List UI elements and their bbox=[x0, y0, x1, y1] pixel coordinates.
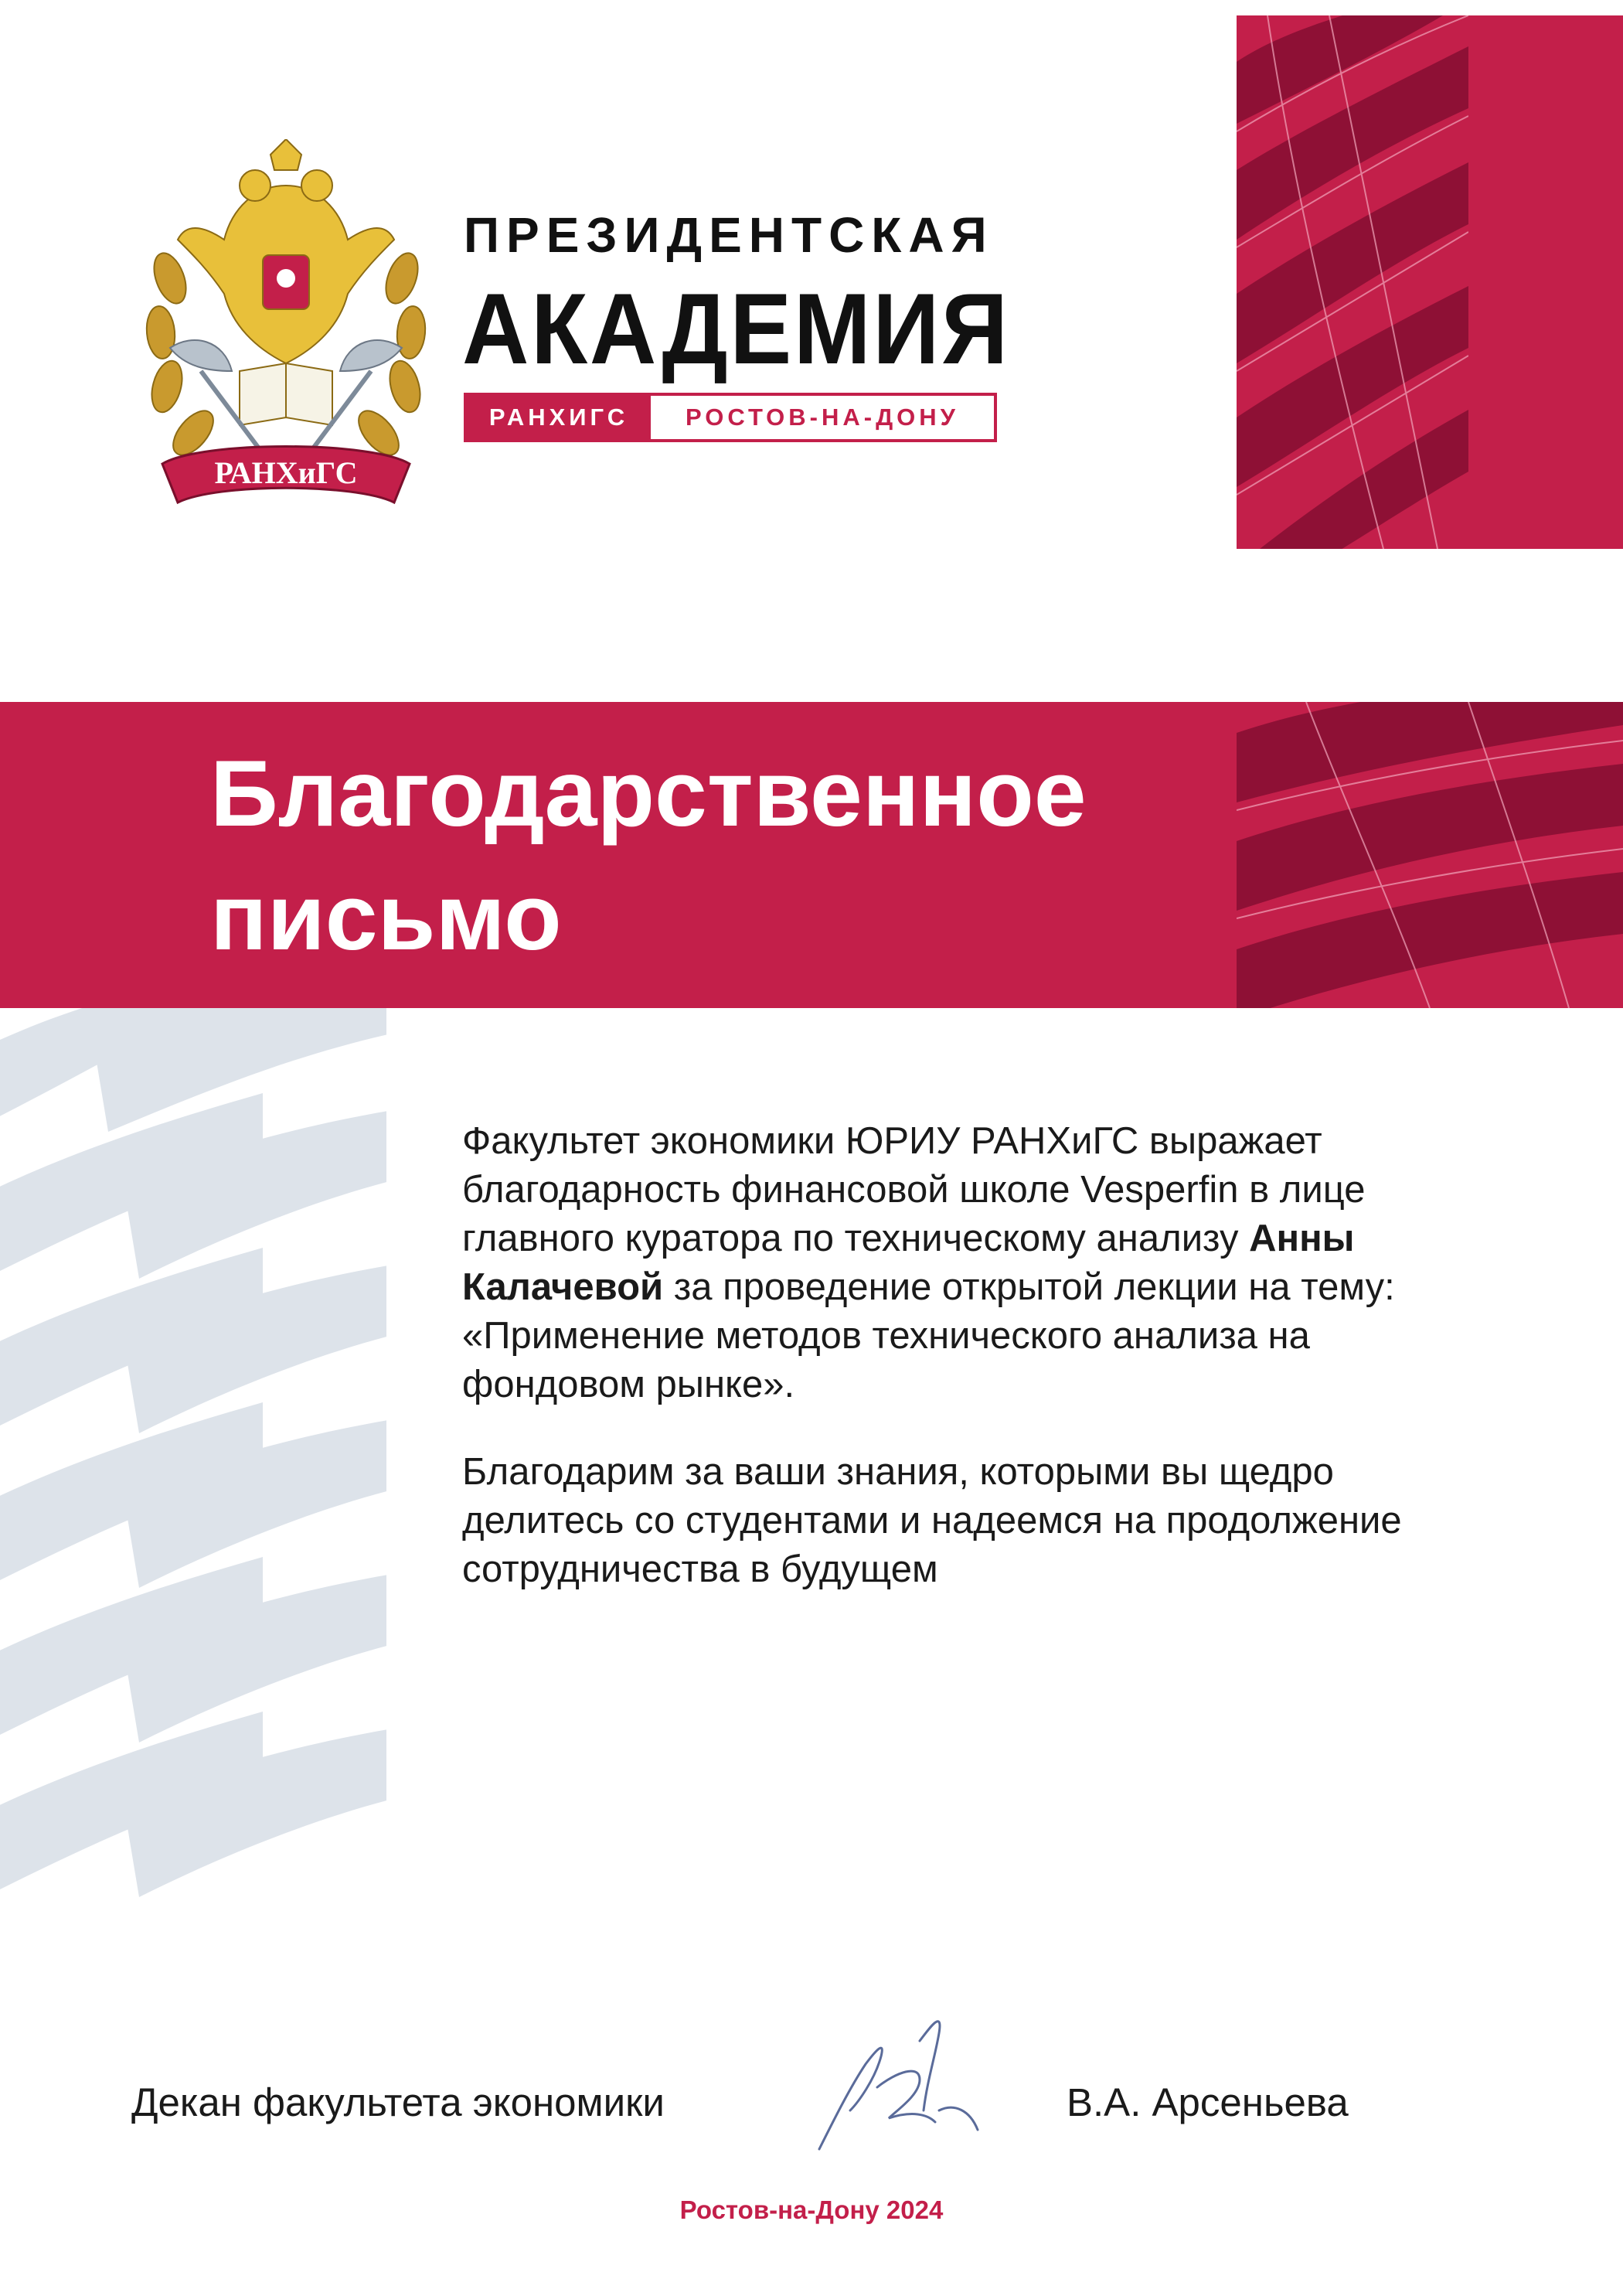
logo-badge bbox=[464, 393, 997, 442]
top-decorative-panel bbox=[1237, 15, 1623, 549]
logo-badge-right: РОСТОВ-НА-ДОНУ bbox=[686, 404, 959, 431]
band-pattern bbox=[1237, 702, 1623, 1008]
band-pattern-graphic bbox=[1237, 702, 1623, 1008]
footer-place-year: Ростов-на-Дону 2024 bbox=[679, 2196, 944, 2224]
logo-line-2: АКАДЕМИЯ bbox=[462, 272, 1010, 385]
handwritten-signature bbox=[804, 1995, 989, 2172]
signature-graphic bbox=[804, 1995, 989, 2172]
double-headed-eagle-emblem-graphic bbox=[139, 139, 433, 526]
logo-badge-left: РАНХИГС bbox=[467, 396, 651, 439]
logo-line-1: ПРЕЗИДЕНТСКАЯ bbox=[464, 207, 994, 263]
honoree-name: Анны Калачевой bbox=[462, 1218, 1355, 1308]
title-line-1: Благодарственное bbox=[210, 741, 1087, 846]
ranepa-emblem bbox=[139, 139, 433, 526]
signer-name: В.А. Арсеньева bbox=[1067, 2080, 1349, 2124]
grey-pattern-graphic bbox=[0, 1008, 386, 1920]
emblem-ribbon-text: РАНХиГС bbox=[214, 455, 358, 490]
paragraph-1-text-before: Факультет экономики ЮРИУ РАНХиГС выражает благодарность финансовой школе Vesperfin в лице главного куратора по техническому анализу bbox=[462, 1120, 1366, 1259]
red-pattern-graphic bbox=[1237, 15, 1623, 549]
letter-body bbox=[462, 1117, 1436, 1594]
signer-title: Декан факультета экономики bbox=[131, 2080, 665, 2124]
paragraph-2: Благодарим за ваши знания, которыми вы щедро делитесь со студентами и надеемся на продолжение сотрудничества в будущем bbox=[462, 1451, 1402, 1590]
left-decorative-pattern bbox=[0, 1008, 386, 1920]
paragraph-1 bbox=[462, 1117, 1436, 1409]
paragraph-1-text-after: за проведение открытой лекции на тему: «Применение методов технического анализа на фондовом рынке». bbox=[462, 1266, 1395, 1405]
title-line-2: письмо bbox=[210, 864, 562, 969]
